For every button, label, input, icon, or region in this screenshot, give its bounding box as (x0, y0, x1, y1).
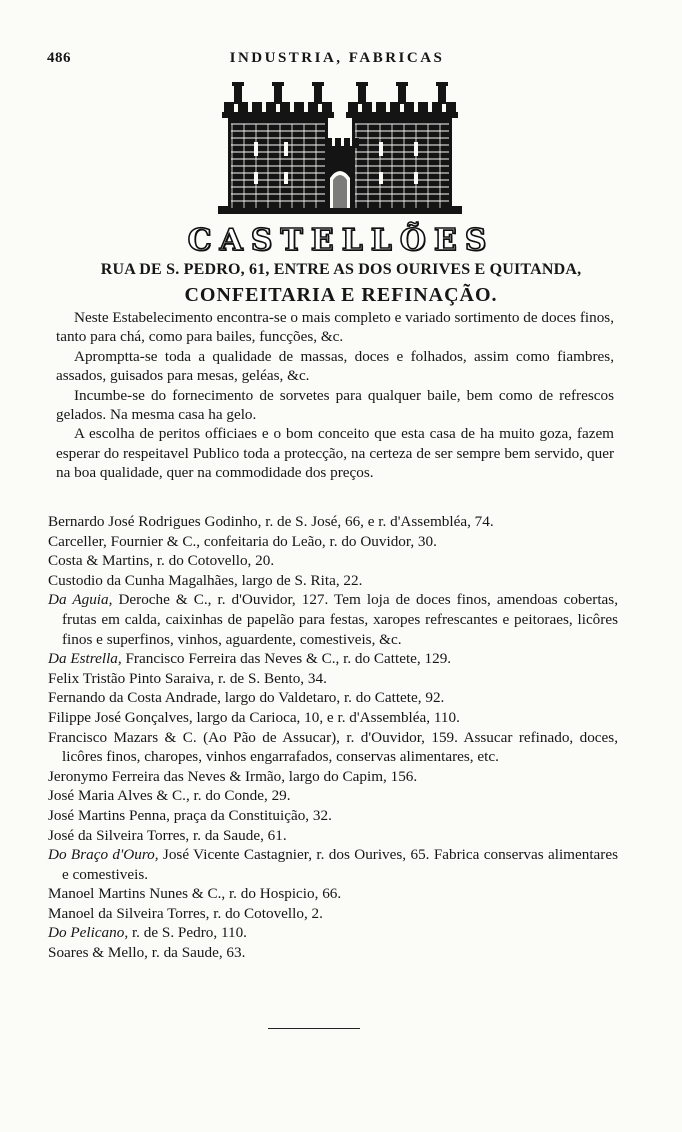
castle-icon (214, 80, 466, 220)
entry-text: José da Silveira Torres, r. da Saude, 61. (48, 826, 287, 844)
advert-address: RUA DE S. PEDRO, 61, ENTRE AS DOS OURIVES E QUITANDA, (100, 261, 582, 278)
directory-entry (48, 826, 618, 846)
directory-entry (48, 845, 618, 884)
entry-text: José Martins Penna, praça da Constituição, 32. (48, 806, 332, 824)
entry-shop-name: Do Pelicano, (48, 924, 129, 942)
entry-text: José Maria Alves & C., r. do Conde, 29. (48, 787, 291, 805)
entry-text: r. de S. Pedro, 110. (128, 924, 247, 942)
entry-shop-name: Do Braço d'Ouro, (48, 846, 159, 864)
directory-entry (48, 512, 618, 532)
directory-entry (48, 786, 618, 806)
page-header (47, 50, 627, 72)
entry-text: Manoel Martins Nunes & C., r. do Hospicio, 66. (48, 885, 342, 903)
entry-shop-name: Da Aguia, (48, 591, 113, 609)
directory-entry (48, 532, 618, 552)
directory-list (48, 512, 618, 963)
directory-entry (48, 551, 618, 571)
advert-paragraph: Neste Estabelecimento encontra-se o mais completo e variado sortimento de doces finos, tanto para chá, como para bailes, funcções, &c. (56, 309, 614, 346)
closing-rule (268, 1028, 360, 1029)
directory-entry (48, 728, 618, 767)
entry-text: Filippe José Gonçalves, largo da Carioca, 10, e r. d'Assembléa, 110. (48, 708, 460, 726)
running-title: INDUSTRIA, FABRICAS (229, 50, 445, 66)
directory-entry (48, 649, 618, 669)
directory-entry (48, 590, 618, 649)
entry-text: Bernardo José Rodrigues Godinho, r. de S. José, 66, e r. d'Assembléa, 74. (48, 513, 494, 530)
entry-text: Jeronymo Ferreira das Neves & Irmão, largo do Capim, 156. (48, 767, 418, 785)
advert-paragraph: Incumbe-se do fornecimento de sorvetes para qualquer baile, bem como de refrescos gelados. Na mesma casa ha gelo. (56, 386, 614, 424)
entry-text: Soares & Mello, r. da Saude, 63. (48, 944, 246, 962)
entry-text: Felix Tristão Pinto Saraiva, r. de S. Bento, 34. (48, 669, 327, 687)
directory-entry (48, 806, 618, 826)
entry-text: Fernando da Costa Andrade, largo do Valdetaro, r. do Cattete, 92. (48, 689, 445, 707)
entry-text: Costa & Martins, r. do Cotovello, 20. (48, 552, 275, 570)
directory-entry (48, 688, 618, 708)
entry-text: Francisco Ferreira das Neves & C., r. do Cattete, 129. (121, 650, 452, 668)
directory-entry (48, 943, 618, 963)
advert-body (56, 308, 614, 483)
directory-entry (48, 708, 618, 728)
directory-entry (48, 767, 618, 787)
entry-text: José Vicente Castagnier, r. dos Ourives, 65. Fabrica conservas alimentares e comestiveis. (62, 846, 618, 883)
directory-entry (48, 884, 618, 904)
page-number: 486 (47, 50, 71, 66)
advert-paragraph: Apromptta-se toda a qualidade de massas, doces e folhados, assim como fiambres, assados, guisados para mesas, geléas, &c. (56, 347, 614, 385)
advert-subtitle: CONFEITARIA E REFINAÇÃO. (184, 284, 498, 306)
entry-text: Carceller, Fournier & C., confeitaria do Leão, r. do Ouvidor, 30. (48, 532, 437, 550)
brand-title: CASTELLÕES (187, 223, 495, 258)
advert-paragraph: A escolha de peritos officiaes e o bom conceito que esta casa de ha muito goza, fazem esperar do respeitavel Publico toda a protecção, na certeza de ser sempre bem servido, quer na boa qualidade, quer na commodidade dos preços. (56, 425, 614, 482)
directory-entry (48, 904, 618, 924)
directory-entry (48, 571, 618, 591)
entry-text: Francisco Mazars & C. (Ao Pão de Assucar), r. d'Ouvidor, 159. Assucar refinado, doces, licôres finos, charopes, vinhos engarrafados, conservas alimentares, etc. (48, 728, 618, 766)
directory-entry (48, 923, 618, 943)
entry-text: Custodio da Cunha Magalhães, largo de S. Rita, 22. (48, 571, 363, 589)
entry-text: Deroche & C., r. d'Ouvidor, 127. Tem loja de doces finos, amendoas cobertas, frutas em calda, caixinhas de papelão para festas, xaropes refrescantes e peitoraes, licôres finos e superfinos, vinhos, aguardente, comestiveis, &c. (62, 591, 618, 648)
directory-entry (48, 669, 618, 689)
entry-text: Manoel da Silveira Torres, r. do Cotovello, 2. (48, 904, 323, 922)
castle-illustration (218, 82, 462, 214)
entry-shop-name: Da Estrella, (48, 650, 122, 668)
